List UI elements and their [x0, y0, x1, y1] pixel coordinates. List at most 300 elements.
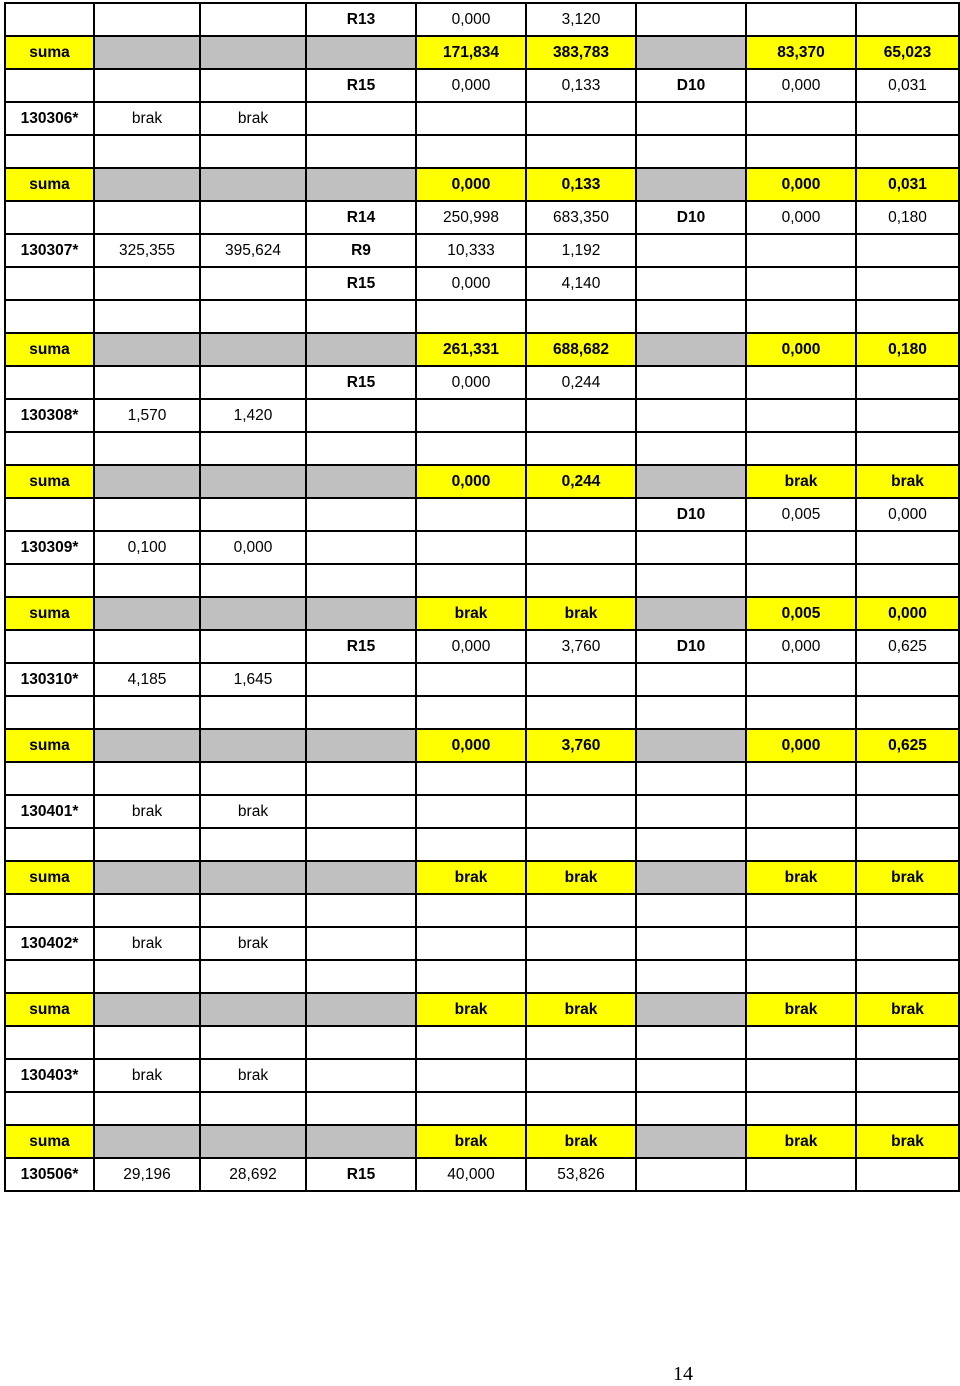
table-cell [94, 1026, 200, 1059]
table-cell: brak [856, 993, 959, 1026]
table-cell [856, 267, 959, 300]
table-cell [856, 135, 959, 168]
table-cell [94, 3, 200, 36]
table-row [5, 201, 959, 234]
table-cell: 0,000 [416, 729, 526, 762]
table-cell [856, 960, 959, 993]
table-cell [306, 696, 416, 729]
summary-row [5, 1125, 959, 1158]
table-cell: 0,000 [746, 333, 856, 366]
table-cell: brak [94, 927, 200, 960]
table-cell [416, 1026, 526, 1059]
table-cell [636, 168, 746, 201]
table-cell [416, 894, 526, 927]
table-cell [5, 696, 94, 729]
table-cell [306, 399, 416, 432]
table-cell [5, 630, 94, 663]
table-cell [746, 102, 856, 135]
table-cell [5, 828, 94, 861]
table-cell [526, 1026, 636, 1059]
table-cell [306, 135, 416, 168]
table-cell: brak [416, 993, 526, 1026]
table-cell [5, 300, 94, 333]
table-cell: R14 [306, 201, 416, 234]
table-cell [636, 300, 746, 333]
table-cell [636, 927, 746, 960]
table-cell: 0,031 [856, 168, 959, 201]
table-cell [636, 762, 746, 795]
table-cell: 130309* [5, 531, 94, 564]
table-cell: brak [200, 795, 306, 828]
table-cell: D10 [636, 69, 746, 102]
table-cell [746, 1158, 856, 1191]
table-cell [526, 564, 636, 597]
table-cell [306, 564, 416, 597]
table-cell: brak [856, 465, 959, 498]
table-cell [746, 663, 856, 696]
table-row [5, 1092, 959, 1125]
table-row [5, 927, 959, 960]
table-cell [746, 795, 856, 828]
table-cell [636, 861, 746, 894]
table-cell [416, 432, 526, 465]
table-cell [856, 696, 959, 729]
table-cell [94, 69, 200, 102]
table-cell: R9 [306, 234, 416, 267]
table-cell [856, 1026, 959, 1059]
table-cell [200, 762, 306, 795]
table-cell [526, 399, 636, 432]
table-row [5, 564, 959, 597]
table-cell: suma [5, 993, 94, 1026]
table-cell [636, 1125, 746, 1158]
table-cell: 0,000 [746, 201, 856, 234]
table-cell: 0,000 [200, 531, 306, 564]
table-cell [200, 894, 306, 927]
table-row [5, 696, 959, 729]
table-cell: suma [5, 168, 94, 201]
table-cell [856, 663, 959, 696]
table-cell [200, 69, 306, 102]
table-row [5, 762, 959, 795]
table-cell [526, 432, 636, 465]
table-cell: 0,005 [746, 498, 856, 531]
table-cell [94, 300, 200, 333]
table-row [5, 267, 959, 300]
table-cell: R15 [306, 267, 416, 300]
summary-row [5, 597, 959, 630]
table-cell: 1,420 [200, 399, 306, 432]
table-cell [94, 762, 200, 795]
table-cell: suma [5, 729, 94, 762]
table-cell [306, 795, 416, 828]
table-cell [200, 861, 306, 894]
table-cell [94, 201, 200, 234]
table-cell [5, 498, 94, 531]
table-cell: 171,834 [416, 36, 526, 69]
table-cell [306, 861, 416, 894]
table-cell [636, 3, 746, 36]
table-cell [416, 696, 526, 729]
table-cell [200, 498, 306, 531]
table-cell [856, 564, 959, 597]
table-cell: 130310* [5, 663, 94, 696]
table-cell: brak [94, 795, 200, 828]
table-cell [5, 1092, 94, 1125]
table-cell: 0,000 [416, 267, 526, 300]
table-cell [636, 234, 746, 267]
table-cell [636, 564, 746, 597]
table-cell [416, 1059, 526, 1092]
table-cell [306, 762, 416, 795]
table-cell [306, 729, 416, 762]
table-cell [200, 432, 306, 465]
table-cell: 0,000 [856, 498, 959, 531]
table-cell: D10 [636, 630, 746, 663]
table-cell: 395,624 [200, 234, 306, 267]
table-cell: 0,000 [416, 630, 526, 663]
table-cell [526, 696, 636, 729]
table-cell: suma [5, 597, 94, 630]
table-cell [200, 1026, 306, 1059]
table-cell [856, 1092, 959, 1125]
table-cell: 0,625 [856, 729, 959, 762]
table-cell: 10,333 [416, 234, 526, 267]
table-cell [5, 135, 94, 168]
table-cell: brak [856, 861, 959, 894]
table-row [5, 102, 959, 135]
table-cell [416, 102, 526, 135]
table-cell: 3,760 [526, 729, 636, 762]
table-cell: 1,645 [200, 663, 306, 696]
table-cell [200, 135, 306, 168]
table-cell [856, 531, 959, 564]
table-cell: 325,355 [94, 234, 200, 267]
table-cell [200, 201, 306, 234]
table-cell [94, 498, 200, 531]
table-cell [94, 465, 200, 498]
table-cell: 53,826 [526, 1158, 636, 1191]
table-cell [526, 498, 636, 531]
table-cell: 0,031 [856, 69, 959, 102]
table-cell [200, 729, 306, 762]
table-cell [746, 3, 856, 36]
table-cell [746, 894, 856, 927]
table-cell: suma [5, 36, 94, 69]
table-cell [856, 762, 959, 795]
table-cell: brak [94, 1059, 200, 1092]
table-cell [416, 135, 526, 168]
table-cell [306, 531, 416, 564]
table-cell: 0,000 [416, 366, 526, 399]
table-cell [5, 432, 94, 465]
table-cell [200, 597, 306, 630]
table-cell [416, 828, 526, 861]
table-cell [94, 960, 200, 993]
table-cell [746, 366, 856, 399]
table-cell [856, 366, 959, 399]
summary-row [5, 333, 959, 366]
table-cell [94, 729, 200, 762]
table-cell: 130506* [5, 1158, 94, 1191]
table-cell: 383,783 [526, 36, 636, 69]
table-cell: 0,000 [746, 69, 856, 102]
table-cell [636, 828, 746, 861]
table-cell [94, 597, 200, 630]
table-cell: 4,140 [526, 267, 636, 300]
table-cell [636, 993, 746, 1026]
table-cell [94, 564, 200, 597]
table-row [5, 135, 959, 168]
table-cell [856, 1158, 959, 1191]
table-cell [636, 531, 746, 564]
table-cell [636, 135, 746, 168]
table-cell: 250,998 [416, 201, 526, 234]
table-cell: 0,133 [526, 69, 636, 102]
table-cell [856, 828, 959, 861]
table-cell [200, 1092, 306, 1125]
table-cell: 0,000 [416, 3, 526, 36]
table-cell [856, 432, 959, 465]
table-cell [306, 993, 416, 1026]
table-cell [636, 432, 746, 465]
table-cell [636, 36, 746, 69]
table-cell [416, 399, 526, 432]
table-cell [856, 399, 959, 432]
table-cell [306, 894, 416, 927]
table-cell [416, 762, 526, 795]
table-cell [306, 36, 416, 69]
table-cell [94, 168, 200, 201]
table-cell: brak [746, 465, 856, 498]
table-cell [416, 927, 526, 960]
table-cell [526, 1092, 636, 1125]
table-cell [306, 663, 416, 696]
table-cell [416, 498, 526, 531]
table-cell [526, 894, 636, 927]
table-cell [636, 795, 746, 828]
table-cell [746, 135, 856, 168]
table-cell [200, 333, 306, 366]
table-cell: 130402* [5, 927, 94, 960]
table-cell [416, 300, 526, 333]
summary-row [5, 168, 959, 201]
table-row [5, 894, 959, 927]
table-cell: 0,625 [856, 630, 959, 663]
table-cell [5, 366, 94, 399]
table-cell [746, 234, 856, 267]
table-cell [94, 1092, 200, 1125]
table-cell: brak [526, 597, 636, 630]
table-cell [306, 1092, 416, 1125]
table-cell: 683,350 [526, 201, 636, 234]
table-cell [416, 531, 526, 564]
table-cell [416, 795, 526, 828]
table-cell [306, 168, 416, 201]
table-cell [306, 498, 416, 531]
table-cell [636, 465, 746, 498]
table-row [5, 1158, 959, 1191]
table-cell: R15 [306, 69, 416, 102]
table-cell [5, 762, 94, 795]
table-cell: 1,192 [526, 234, 636, 267]
table-cell [746, 531, 856, 564]
table-cell [416, 663, 526, 696]
table-cell [636, 696, 746, 729]
table-cell: 29,196 [94, 1158, 200, 1191]
table-row [5, 1059, 959, 1092]
page-number: 14 [673, 1363, 693, 1385]
table-row [5, 630, 959, 663]
table-cell: brak [526, 1125, 636, 1158]
table-cell: 0,244 [526, 366, 636, 399]
table-row [5, 234, 959, 267]
table-cell [526, 531, 636, 564]
table-cell [746, 1092, 856, 1125]
table-cell: R15 [306, 366, 416, 399]
table-cell: 0,005 [746, 597, 856, 630]
table-cell [306, 597, 416, 630]
table-row [5, 498, 959, 531]
table-cell [746, 564, 856, 597]
summary-row [5, 861, 959, 894]
table-cell [416, 960, 526, 993]
table-cell [94, 267, 200, 300]
table-cell: 130307* [5, 234, 94, 267]
table-cell [746, 927, 856, 960]
table-cell [94, 135, 200, 168]
table-cell: D10 [636, 498, 746, 531]
table-cell: 40,000 [416, 1158, 526, 1191]
table-cell [856, 927, 959, 960]
summary-row [5, 729, 959, 762]
table-cell [306, 300, 416, 333]
table-cell [5, 894, 94, 927]
table-cell [5, 3, 94, 36]
table-cell [636, 102, 746, 135]
table-cell [5, 960, 94, 993]
table-cell: R15 [306, 1158, 416, 1191]
table-cell: 1,570 [94, 399, 200, 432]
table-cell: 261,331 [416, 333, 526, 366]
table-cell [200, 3, 306, 36]
table-cell [200, 828, 306, 861]
table-cell: suma [5, 861, 94, 894]
table-cell [526, 135, 636, 168]
table-cell [416, 564, 526, 597]
table-cell: 688,682 [526, 333, 636, 366]
table-row [5, 1026, 959, 1059]
table-cell: 0,000 [746, 168, 856, 201]
table-cell [636, 729, 746, 762]
table-cell [746, 432, 856, 465]
table-row [5, 300, 959, 333]
table-cell: D10 [636, 201, 746, 234]
table-cell [200, 696, 306, 729]
table-cell [94, 828, 200, 861]
table-cell [746, 1059, 856, 1092]
table-cell: suma [5, 465, 94, 498]
table-cell: suma [5, 1125, 94, 1158]
table-cell: 0,100 [94, 531, 200, 564]
waste-data-table [4, 2, 960, 1192]
table-cell: brak [416, 597, 526, 630]
table-cell [306, 465, 416, 498]
table-cell [5, 201, 94, 234]
table-cell [856, 300, 959, 333]
table-cell: 130403* [5, 1059, 94, 1092]
table-cell [636, 267, 746, 300]
table-row [5, 663, 959, 696]
table-cell [5, 69, 94, 102]
table-cell: brak [200, 1059, 306, 1092]
table-cell [200, 36, 306, 69]
table-cell: 130306* [5, 102, 94, 135]
table-cell [856, 234, 959, 267]
table-cell: 28,692 [200, 1158, 306, 1191]
table-row [5, 432, 959, 465]
table-row [5, 366, 959, 399]
table-cell [746, 696, 856, 729]
table-cell [306, 432, 416, 465]
table-row [5, 69, 959, 102]
table-cell [526, 663, 636, 696]
table-cell: 130308* [5, 399, 94, 432]
table-cell: R13 [306, 3, 416, 36]
summary-row [5, 993, 959, 1026]
table-cell [746, 960, 856, 993]
table-cell [636, 597, 746, 630]
table-cell: 4,185 [94, 663, 200, 696]
table-cell [5, 267, 94, 300]
table-cell [636, 1092, 746, 1125]
table-cell [746, 300, 856, 333]
table-cell [856, 795, 959, 828]
table-cell [306, 1059, 416, 1092]
table-cell [526, 1059, 636, 1092]
table-cell [306, 927, 416, 960]
table-cell [5, 1026, 94, 1059]
table-cell: 3,120 [526, 3, 636, 36]
table-cell: brak [416, 1125, 526, 1158]
table-cell [306, 828, 416, 861]
table-cell [200, 366, 306, 399]
table-cell [636, 1026, 746, 1059]
table-cell: 0,000 [416, 465, 526, 498]
table-cell [94, 861, 200, 894]
table-cell: suma [5, 333, 94, 366]
table-cell [200, 300, 306, 333]
table-cell [746, 267, 856, 300]
table-cell [200, 630, 306, 663]
table-cell: brak [94, 102, 200, 135]
table-cell: 3,760 [526, 630, 636, 663]
table-cell [636, 1059, 746, 1092]
table-cell: brak [526, 993, 636, 1026]
table-cell [200, 465, 306, 498]
table-cell [526, 960, 636, 993]
table-cell [856, 3, 959, 36]
table-cell [746, 828, 856, 861]
table-cell [94, 993, 200, 1026]
table-cell [856, 1059, 959, 1092]
table-cell: 0,000 [746, 729, 856, 762]
table-cell: brak [746, 861, 856, 894]
table-cell: brak [200, 102, 306, 135]
table-cell: brak [526, 861, 636, 894]
table-cell [526, 795, 636, 828]
table-row [5, 960, 959, 993]
